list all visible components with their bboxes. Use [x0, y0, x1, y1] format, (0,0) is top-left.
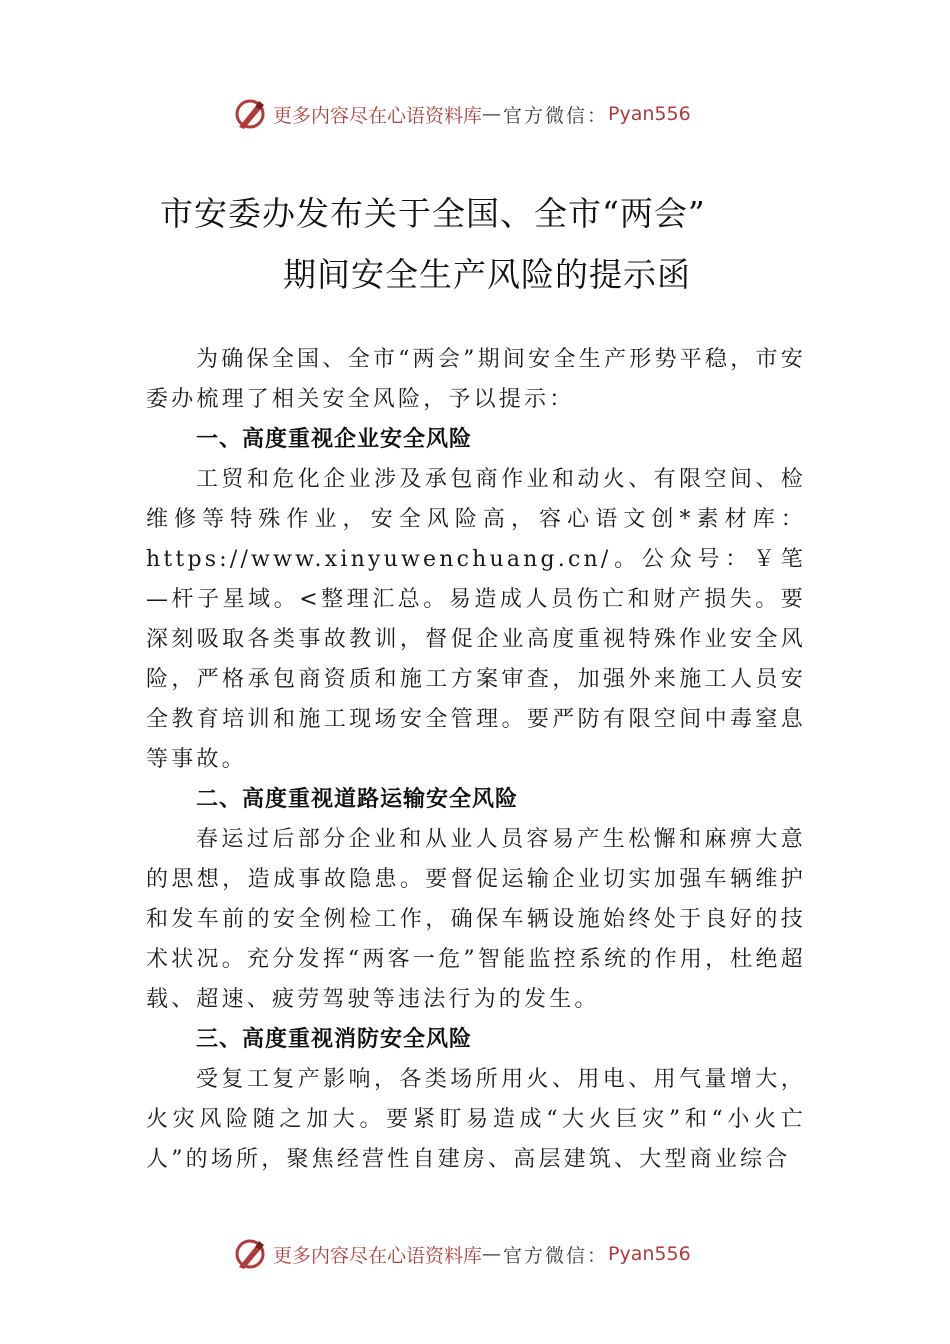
intro-paragraph: 为确保全国、全市“两会”期间安全生产形势平稳，市安委办梳理了相关安全风险，予以提示：	[146, 347, 806, 412]
footer-wechat-id: Pyan556	[608, 1243, 691, 1265]
section2-paragraph: 春运过后部分企业和从业人员容易产生松懈和麻痹大意的思想，造成事故隐患。要督促运输企业切实加强车辆维护和发车前的安全例检工作，确保车辆设施始终处于良好的技术状况。充分发挥“两客一危”智能监控系统的作用，杜绝超载、超速、疲劳驾驶等违法行为的发生。	[146, 827, 806, 1012]
document-title-line2: 期间安全生产风险的提示函	[283, 255, 691, 294]
pen-logo-icon	[233, 97, 269, 131]
banner-right-text: 官方微信：	[503, 104, 609, 127]
section1-paragraph: 工贸和危化企业涉及承包商作业和动火、有限空间、检维修等特殊作业，安全风险高，容心语文创*素材库：https://www.xinyuwenchuang.cn/。公众号：￥笔—杆子星域。<整理汇总。易造成人员伤亡和财产损失。要深刻吸取各类事故教训，督促企业高度重视特殊作业安全风险，严格承包商资质和施工方案审查，加强外来施工人员安全教育培训和施工现场安全管理。要严防有限空间中毒窒息等事故。	[146, 467, 806, 772]
section3-paragraph: 受复工复产影响，各类场所用火、用电、用气量增大，火灾风险随之加大。要紧盯易造成“大火巨灾”和“小火亡人”的场所，聚焦经营性自建房、高层建筑、大型商业综合	[146, 1067, 806, 1172]
footer-right-text: 官方微信：	[503, 1244, 609, 1267]
banner-wechat-id: Pyan556	[608, 103, 691, 125]
banner-left-text: 更多内容尽在心语资料库	[273, 104, 483, 127]
document-title-line1: 市安委办发布关于全国、全市“两会”	[160, 194, 706, 233]
section2-heading: 二、高度重视道路运输安全风险	[196, 787, 519, 812]
section1-heading: 一、高度重视企业安全风险	[196, 427, 473, 452]
header-banner	[233, 97, 691, 131]
section3-heading: 三、高度重视消防安全风险	[196, 1027, 473, 1052]
footer-banner	[233, 1237, 691, 1271]
pen-logo-icon	[233, 1237, 269, 1271]
document-body	[146, 340, 806, 1180]
footer-dash: —	[482, 1243, 504, 1265]
footer-left-text: 更多内容尽在心语资料库	[273, 1244, 483, 1267]
banner-dash: —	[482, 103, 504, 125]
